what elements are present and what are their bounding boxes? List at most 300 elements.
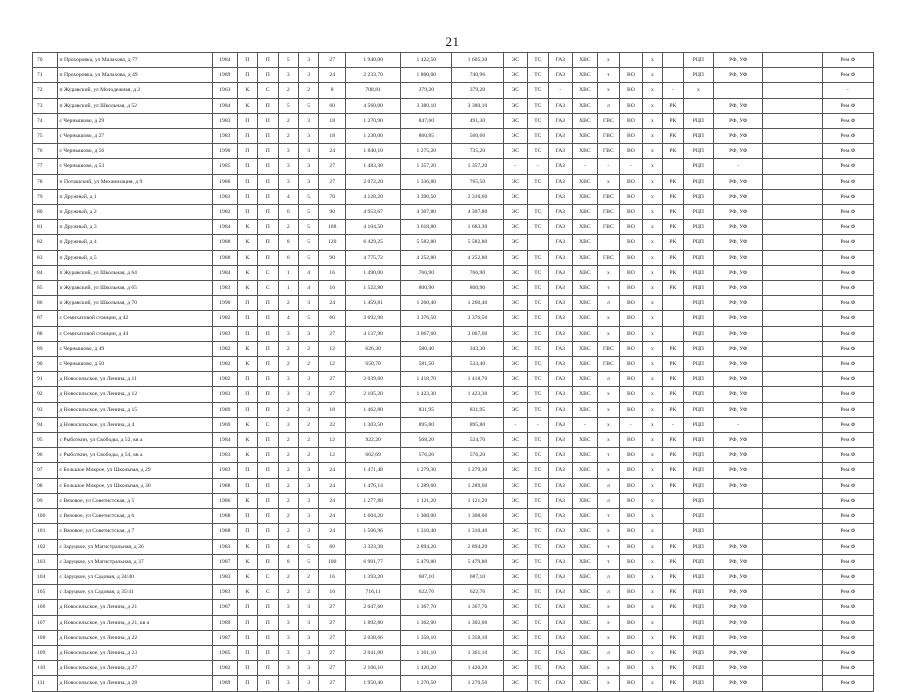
table-cell: 2 [278, 296, 298, 311]
table-cell: ЭС [503, 83, 528, 98]
table-row [33, 585, 874, 600]
table-row [33, 189, 874, 204]
table-cell: ТС [528, 463, 548, 478]
table-cell: х [642, 250, 662, 265]
address-cell: с Заруцкое, ул Садовая, д 35/41 [57, 585, 213, 600]
table-cell: ВО [620, 113, 643, 128]
table-cell: ХВС [573, 569, 598, 584]
table-cell: 18 [319, 129, 346, 144]
table-cell: ТС [528, 478, 548, 493]
table-cell: ГВС [597, 341, 620, 356]
table-cell: Рем.Ф [822, 402, 873, 417]
table-cell: х [642, 524, 662, 539]
table-cell: ЭС [503, 569, 528, 584]
table-cell: РФ, УФ [714, 600, 763, 615]
table-cell: ХВС [573, 129, 598, 144]
table-cell: 27 [319, 387, 346, 402]
table-cell: ВО [620, 478, 643, 493]
table-cell: П [258, 661, 278, 676]
table-cell: П [258, 341, 278, 356]
table-cell: Рем.Ф [822, 661, 873, 676]
table-cell [763, 98, 822, 113]
table-cell: П [258, 448, 278, 463]
table-cell: П [237, 144, 257, 159]
table-cell: 16 [319, 265, 346, 280]
table-cell: РЦП [683, 144, 714, 159]
table-cell: 800,90 [452, 281, 503, 296]
table-cell: ГАЗ [548, 630, 573, 645]
table-cell [663, 509, 683, 524]
table-cell: х [642, 402, 662, 417]
table-cell: РЦП [683, 387, 714, 402]
row-number-cell: 96 [33, 448, 58, 463]
table-cell: 1983 [213, 189, 238, 204]
table-cell: П [258, 493, 278, 508]
table-cell: 626,30 [346, 341, 401, 356]
row-number-cell: 92 [33, 387, 58, 402]
address-cell: с Большое Мокрое, ул Школьная, д 30 [57, 478, 213, 493]
table-cell [763, 645, 822, 660]
table-cell: ЭС [503, 630, 528, 645]
row-number-cell: 80 [33, 205, 58, 220]
address-cell: с Семихатовой станции, д 44 [57, 326, 213, 341]
table-row [33, 569, 874, 584]
table-cell: ХВС [573, 433, 598, 448]
table-cell [763, 585, 822, 600]
table-cell: ГАЗ [548, 448, 573, 463]
table-cell: 2 041,00 [346, 645, 401, 660]
table-cell: 2 310,60 [452, 189, 503, 204]
table-cell: РК [663, 98, 683, 113]
table-cell: ТС [528, 554, 548, 569]
table-cell: 1 462,80 [346, 402, 401, 417]
table-row [33, 509, 874, 524]
table-cell: 2 [298, 83, 318, 98]
table-cell [663, 68, 683, 83]
table-cell: х [642, 372, 662, 387]
table-cell: х [642, 205, 662, 220]
table-cell: ТС [528, 357, 548, 372]
table-cell: П [258, 296, 278, 311]
table-cell: К [237, 433, 257, 448]
table-cell: ТС [528, 250, 548, 265]
table-cell: 1984 [213, 98, 238, 113]
table-row [33, 265, 874, 280]
table-cell: П [237, 478, 257, 493]
table-row [33, 174, 874, 189]
row-number-cell: 95 [33, 433, 58, 448]
address-cell: п Поташский, ул Механизация, д 9 [57, 174, 213, 189]
table-cell: РЦП [683, 281, 714, 296]
table-cell: РЦП [683, 296, 714, 311]
table-cell: 5 [298, 539, 318, 554]
table-cell: ЭС [503, 645, 528, 660]
registry-body [33, 53, 874, 692]
row-number-cell: 111 [33, 676, 58, 691]
table-cell: 3 [298, 676, 318, 691]
table-cell: 1984 [213, 433, 238, 448]
table-cell: х [597, 661, 620, 676]
table-cell: 12 [319, 341, 346, 356]
table-cell [763, 463, 822, 478]
table-cell: ХВС [573, 265, 598, 280]
table-cell: П [258, 144, 278, 159]
table-cell: Рем.Ф [822, 311, 873, 326]
table-cell: РФ, УФ [714, 433, 763, 448]
table-cell: ТС [528, 448, 548, 463]
table-cell: 1987 [213, 600, 238, 615]
address-cell: п Дружный, д 3 [57, 220, 213, 235]
table-cell: ТС [528, 387, 548, 402]
table-cell: 2 [278, 493, 298, 508]
table-cell [683, 98, 714, 113]
table-cell: ЭС [503, 189, 528, 204]
table-cell: 4 252,80 [401, 250, 452, 265]
table-cell: ТС [528, 296, 548, 311]
table-cell: ХВС [573, 113, 598, 128]
table-cell: ГАЗ [548, 569, 573, 584]
table-cell: ГАЗ [548, 509, 573, 524]
table-cell: РФ, УФ [714, 372, 763, 387]
table-cell: ЭС [503, 478, 528, 493]
table-cell: Рем.Ф [822, 493, 873, 508]
table-cell: 22 [319, 417, 346, 432]
table-cell: ГВС [597, 189, 620, 204]
table-cell: РК [663, 189, 683, 204]
table-cell: ХВС [573, 281, 598, 296]
table-cell: х [597, 600, 620, 615]
address-cell: д Новосильское, ул Ленина, д 15 [57, 402, 213, 417]
table-cell: 18 [319, 402, 346, 417]
table-cell: ХВС [573, 661, 598, 676]
table-cell: 1982 [213, 341, 238, 356]
table-cell: 3 067,60 [401, 326, 452, 341]
table-cell: л [597, 645, 620, 660]
table-cell: х [597, 53, 620, 68]
table-cell: ВО [620, 554, 643, 569]
row-number-cell: 83 [33, 250, 58, 265]
table-cell: 60 [319, 311, 346, 326]
table-cell: 1 358,10 [452, 630, 503, 645]
table-cell: РФ, УФ [714, 98, 763, 113]
table-cell: 2 [298, 433, 318, 448]
table-cell: 4 [298, 281, 318, 296]
table-cell: 622,76 [452, 585, 503, 600]
table-cell: 5 [298, 235, 318, 250]
table-cell: РЦП [683, 433, 714, 448]
address-cell: с Рыботкин, ул Свободы, д 52, кв а [57, 433, 213, 448]
table-cell: т [597, 539, 620, 554]
table-cell: 1986 [213, 174, 238, 189]
table-cell: х [597, 387, 620, 402]
table-cell: т [597, 281, 620, 296]
table-cell: 576,20 [401, 448, 452, 463]
table-cell: К [237, 539, 257, 554]
table-cell: П [237, 129, 257, 144]
table-cell: С [258, 281, 278, 296]
table-cell: 1 289,60 [452, 478, 503, 493]
table-cell: К [237, 250, 257, 265]
table-cell: РФ, УФ [714, 205, 763, 220]
table-cell: 8 [278, 554, 298, 569]
table-cell: К [237, 281, 257, 296]
row-number-cell: 76 [33, 144, 58, 159]
table-cell: ГВС [597, 220, 620, 235]
table-cell: Рем.Ф [822, 357, 873, 372]
table-cell: 1985 [213, 159, 238, 174]
table-cell: 24 [319, 509, 346, 524]
table-cell: - [573, 417, 598, 432]
table-cell: ВО [620, 326, 643, 341]
table-cell: Рем.Ф [822, 189, 873, 204]
row-number-cell: 107 [33, 615, 58, 630]
table-cell: х [642, 113, 662, 128]
table-cell: х [642, 585, 662, 600]
table-row [33, 493, 874, 508]
row-number-cell: 105 [33, 585, 58, 600]
table-cell: ХВС [573, 493, 598, 508]
table-cell: 766,90 [452, 265, 503, 280]
table-cell: П [237, 205, 257, 220]
table-cell: х [597, 524, 620, 539]
row-number-cell: 81 [33, 220, 58, 235]
table-cell: 4 137,90 [346, 326, 401, 341]
table-cell: РФ, УФ [714, 554, 763, 569]
table-cell: х [642, 281, 662, 296]
table-cell: Рем.Ф [822, 585, 873, 600]
table-cell: ЭС [503, 341, 528, 356]
table-cell: ВО [620, 585, 643, 600]
table-cell: П [258, 357, 278, 372]
table-cell: ВО [620, 676, 643, 691]
table-cell: 2 [278, 129, 298, 144]
table-cell: 831,95 [401, 402, 452, 417]
table-cell: ХВС [573, 630, 598, 645]
table-cell: х [642, 493, 662, 508]
table-cell: ЭС [503, 265, 528, 280]
table-cell: 1 361,10 [452, 645, 503, 660]
table-cell [528, 235, 548, 250]
table-cell: ВО [620, 661, 643, 676]
table-cell: ВО [620, 265, 643, 280]
table-cell: РФ, УФ [714, 296, 763, 311]
address-cell: с Заруцкое, ул Магистральная, д 37 [57, 554, 213, 569]
table-cell: х [642, 341, 662, 356]
table-cell: 8 [319, 83, 346, 98]
table-cell: РЦП [683, 661, 714, 676]
table-cell: х [597, 433, 620, 448]
table-cell: 1 [278, 281, 298, 296]
address-cell: д Новосильское, ул Ленина, д 21, кв а [57, 615, 213, 630]
table-cell: ЭС [503, 113, 528, 128]
table-cell: ГАЗ [548, 600, 573, 615]
table-cell: ТС [528, 129, 548, 144]
table-cell: 1983 [213, 585, 238, 600]
table-cell: ХВС [573, 98, 598, 113]
table-cell: 100 [319, 554, 346, 569]
table-cell: РЦП [683, 357, 714, 372]
table-cell [763, 615, 822, 630]
table-cell [663, 311, 683, 326]
table-cell: 27 [319, 174, 346, 189]
address-cell: с Большое Мокрое, ул Школьная, д 29 [57, 463, 213, 478]
table-cell: 576,20 [452, 448, 503, 463]
table-cell: 1986 [213, 493, 238, 508]
table-cell: 740,96 [452, 68, 503, 83]
table-cell: 16 [319, 281, 346, 296]
row-number-cell: 98 [33, 478, 58, 493]
table-cell: ХВС [573, 235, 598, 250]
table-cell: ТС [528, 265, 548, 280]
table-cell [597, 235, 620, 250]
table-cell: ТС [528, 402, 548, 417]
table-cell: ХВС [573, 539, 598, 554]
table-cell: 1 940,00 [346, 53, 401, 68]
table-cell: 1 358,10 [401, 630, 452, 645]
table-cell: ГАЗ [548, 265, 573, 280]
table-cell: 1985 [213, 645, 238, 660]
table-cell: х [683, 83, 714, 98]
table-cell: ТС [528, 311, 548, 326]
table-cell: 3 [298, 509, 318, 524]
table-cell: Рем.Ф [822, 220, 873, 235]
table-cell: РК [663, 235, 683, 250]
address-cell: п Журавский, ул Школьная, д 65 [57, 281, 213, 296]
table-cell: 4 [278, 311, 298, 326]
table-cell: ВО [620, 387, 643, 402]
table-row [33, 372, 874, 387]
table-cell: ЭС [503, 600, 528, 615]
table-cell: ЭС [503, 539, 528, 554]
table-cell: Рем.Ф [822, 281, 873, 296]
table-cell: ГВС [597, 357, 620, 372]
table-cell: П [258, 433, 278, 448]
table-cell: П [258, 189, 278, 204]
table-cell: РФ, УФ [714, 448, 763, 463]
table-row [33, 250, 874, 265]
table-cell: ТС [528, 281, 548, 296]
table-cell: 831,95 [452, 402, 503, 417]
table-cell: 2 [278, 524, 298, 539]
table-cell: 4 252,80 [452, 250, 503, 265]
table-cell: 2 106,10 [346, 661, 401, 676]
row-number-cell: 85 [33, 281, 58, 296]
table-cell: ЭС [503, 68, 528, 83]
table-cell: 1 308,00 [452, 509, 503, 524]
table-cell: ВО [620, 129, 643, 144]
table-cell: Рем.Ф [822, 250, 873, 265]
table-cell: РЦП [683, 463, 714, 478]
table-cell: 2 [298, 341, 318, 356]
table-cell: Рем.Ф [822, 235, 873, 250]
table-cell: ТС [528, 630, 548, 645]
table-cell: РФ, УФ [714, 174, 763, 189]
row-number-cell: 90 [33, 357, 58, 372]
address-cell: д Новосильское, ул Ленина, д 11 [57, 372, 213, 387]
table-cell [763, 630, 822, 645]
table-cell: ТС [528, 372, 548, 387]
table-cell: ТС [528, 220, 548, 235]
table-cell [763, 250, 822, 265]
table-cell: х [642, 326, 662, 341]
table-cell: 1982 [213, 205, 238, 220]
table-cell: РК [663, 630, 683, 645]
table-cell: К [237, 83, 257, 98]
table-cell: 1 393,20 [346, 569, 401, 584]
table-cell: 2 [278, 341, 298, 356]
address-cell: с Чернышово, д 27 [57, 129, 213, 144]
table-cell: ХВС [573, 645, 598, 660]
table-cell: 3 [298, 144, 318, 159]
table-cell: РК [663, 250, 683, 265]
table-cell: ХВС [573, 676, 598, 691]
table-cell: РК [663, 113, 683, 128]
table-cell: 5 [298, 189, 318, 204]
table-cell: 687,10 [452, 569, 503, 584]
table-cell: 3 376,50 [452, 311, 503, 326]
table-cell: 650,70 [346, 357, 401, 372]
table-cell [763, 524, 822, 539]
table-cell: 24 [319, 524, 346, 539]
table-cell: Рем.Ф [822, 630, 873, 645]
table-cell: 1988 [213, 509, 238, 524]
table-cell: 1988 [213, 235, 238, 250]
table-cell: РФ, УФ [714, 387, 763, 402]
table-cell: 3 [278, 661, 298, 676]
table-cell: ЭС [503, 448, 528, 463]
table-cell: 5 [298, 554, 318, 569]
table-cell: К [237, 585, 257, 600]
table-cell: ТС [528, 676, 548, 691]
table-cell: П [237, 68, 257, 83]
table-cell: 3 380,10 [452, 98, 503, 113]
table-cell: х [642, 357, 662, 372]
table-cell: П [258, 645, 278, 660]
table-cell: ГАЗ [548, 311, 573, 326]
table-cell: 1988 [213, 250, 238, 265]
table-cell: 3 [278, 144, 298, 159]
table-cell: РК [663, 174, 683, 189]
table-cell: 27 [319, 159, 346, 174]
table-cell: 2 [278, 509, 298, 524]
table-cell: 24 [319, 144, 346, 159]
row-number-cell: 102 [33, 539, 58, 554]
table-cell [763, 235, 822, 250]
table-cell: 1984 [213, 265, 238, 280]
table-cell: П [258, 615, 278, 630]
table-cell: 8 [278, 235, 298, 250]
table-cell: 1989 [213, 676, 238, 691]
table-cell: ВО [620, 235, 643, 250]
table-cell: 1990 [213, 144, 238, 159]
table-cell: 6 429,25 [346, 235, 401, 250]
table-cell: С [258, 569, 278, 584]
table-row [33, 68, 874, 83]
table-cell: 2 [278, 220, 298, 235]
table-cell: 3 [298, 174, 318, 189]
table-cell: 765,50 [452, 174, 503, 189]
address-cell: с Вязовое, ул Советистская, д 5 [57, 493, 213, 508]
table-cell: П [237, 645, 257, 660]
table-cell: 1 423,30 [401, 387, 452, 402]
table-cell: 3 [278, 645, 298, 660]
table-cell: 1982 [213, 357, 238, 372]
address-cell: п Журавский, ул Школьная, д 70 [57, 296, 213, 311]
table-cell: 1 303,50 [346, 417, 401, 432]
table-row [33, 113, 874, 128]
address-cell: п Журавский, ул Школьная, д 52 [57, 98, 213, 113]
table-cell: ЭС [503, 220, 528, 235]
